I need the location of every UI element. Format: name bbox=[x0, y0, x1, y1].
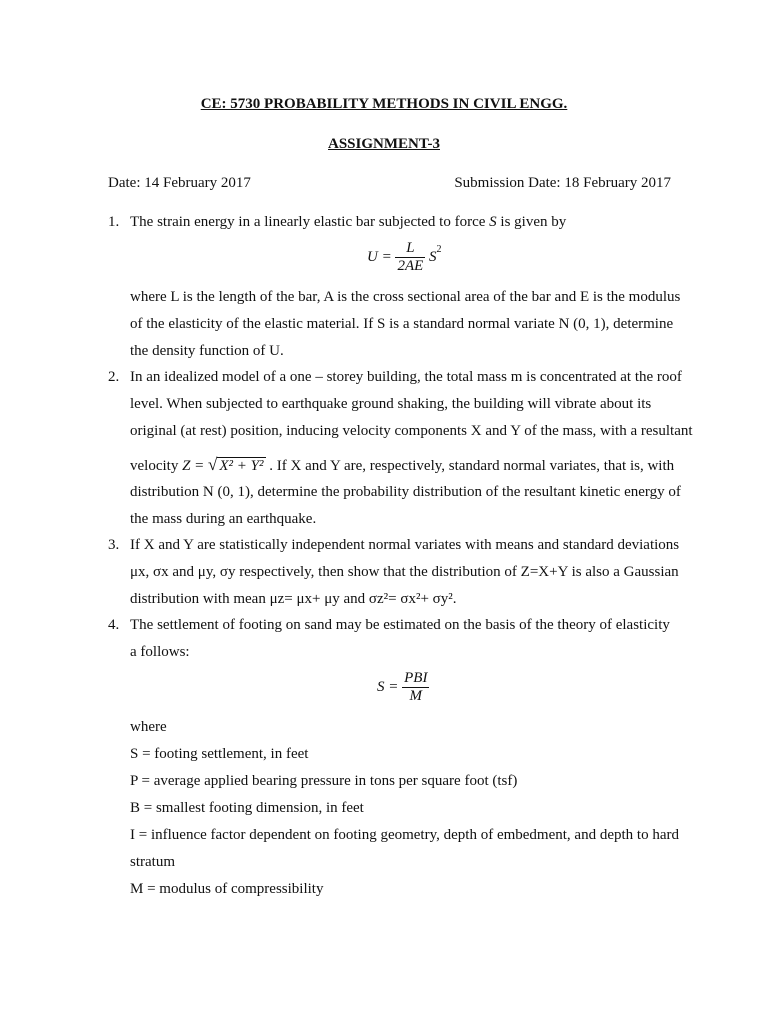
question-1-line-3: the density function of U. bbox=[130, 343, 284, 359]
definition-M: M = modulus of compressibility bbox=[130, 881, 324, 897]
question-1-line-2: of the elasticity of the elastic material. If S is a standard normal variate N (0, 1), determine bbox=[130, 316, 674, 332]
strain-energy-equation: U = $\frac{L}{2AE}$ $S^2$ bbox=[367, 240, 442, 274]
definition-S: S = footing settlement, in feet bbox=[130, 746, 309, 762]
assignment-date: Date: 14 February 2017 bbox=[108, 175, 251, 191]
definition-B: B = smallest footing dimension, in feet bbox=[130, 800, 364, 816]
question-3-line-3: distribution with mean μz= μx+ μy and σz²= σx²+ σy². bbox=[130, 591, 457, 607]
course-title: CE: 5730 PROBABILITY METHODS IN CIVIL ENGG. bbox=[200, 96, 568, 112]
definition-I-continued: stratum bbox=[130, 854, 175, 870]
where-label: where bbox=[130, 719, 167, 735]
question-3-line-2: μx, σx and μy, σy respectively, then show that the distribution of Z=X+Y is also a Gaussian bbox=[130, 564, 679, 580]
question-number: 2. bbox=[108, 369, 120, 385]
settlement-equation: S = $\frac{\text{PBI}}{M}$ bbox=[377, 670, 428, 704]
question-2-line-5: distribution N (0, 1), determine the probability distribution of the resultant kinetic energy of bbox=[130, 484, 681, 500]
question-number: 1. bbox=[108, 214, 120, 230]
question-2-line-3: original (at rest) position, inducing velocity components X and Y of the mass, with a resultant bbox=[130, 423, 693, 439]
assignment-title: ASSIGNMENT-3 bbox=[328, 136, 440, 152]
definition-P: P = average applied bearing pressure in tons per square foot (tsf) bbox=[130, 773, 518, 789]
question-2-line-6: the mass during an earthquake. bbox=[130, 511, 317, 527]
submission-date: Submission Date: 18 February 2017 bbox=[454, 175, 671, 191]
question-2-line-2: level. When subjected to earthquake ground shaking, the building will vibrate about its bbox=[130, 396, 652, 412]
question-1-line-1: where L is the length of the bar, A is the cross sectional area of the bar and E is the modulus bbox=[130, 289, 681, 305]
question-number: 3. bbox=[108, 537, 120, 553]
question-2-line-4: velocity Z = √ X² + Y² . If X and Y are, respectively, standard normal variates, that is, with bbox=[130, 455, 675, 474]
definition-I: I = influence factor dependent on footing geometry, depth of embedment, and depth to hard bbox=[130, 827, 679, 843]
question-number: 4. bbox=[108, 617, 120, 633]
question-4-line-2: a follows: bbox=[130, 644, 190, 660]
